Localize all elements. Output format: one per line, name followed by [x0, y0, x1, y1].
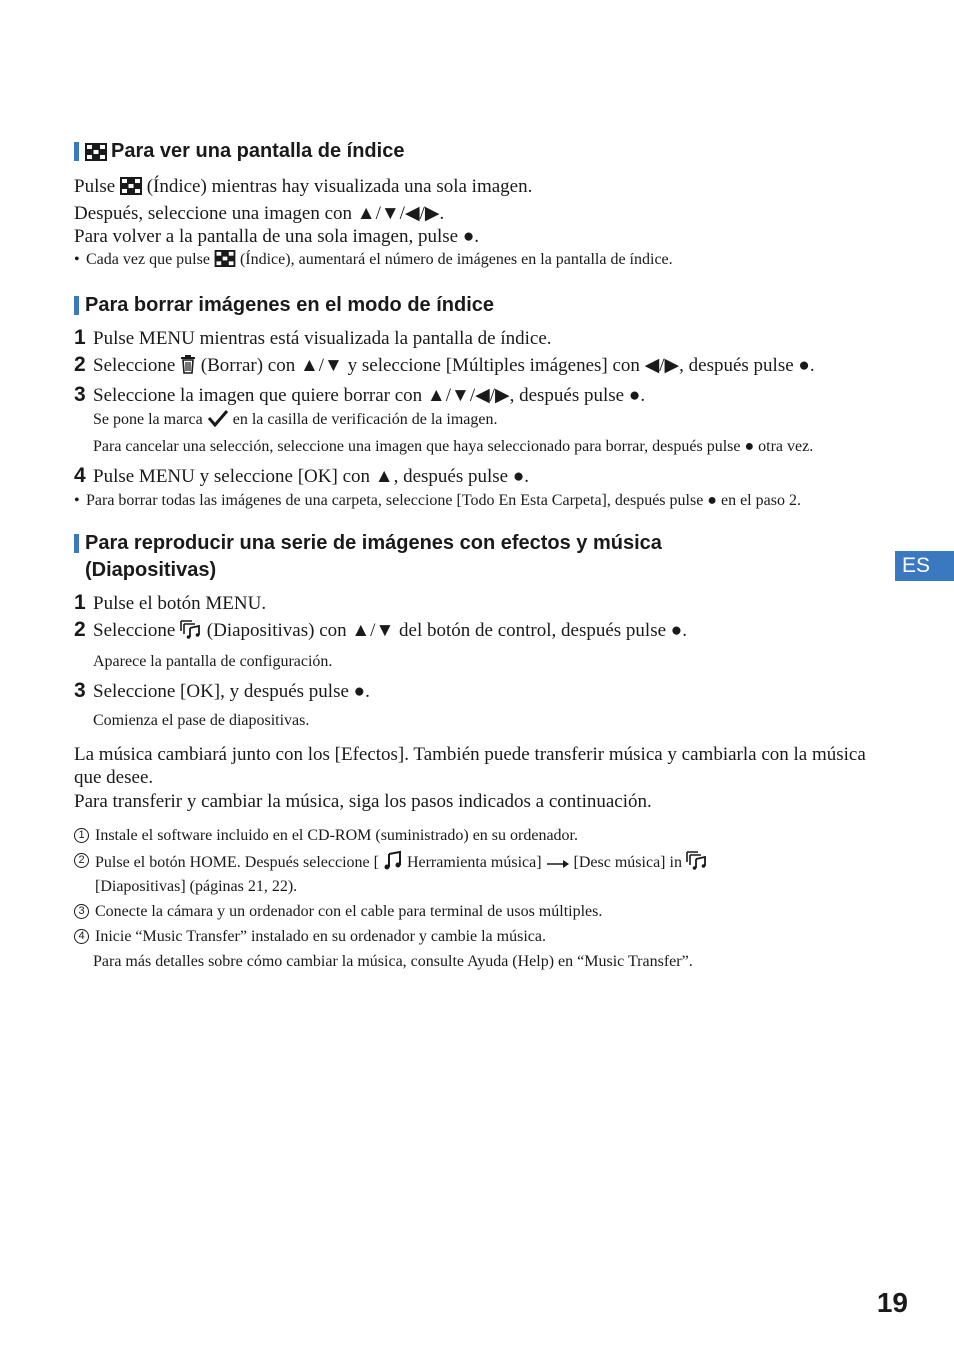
- bullet-note: • Para borrar todas las imágenes de una carpeta, seleccione [Todo En Esta Carpeta], después pulse ● en el paso 2.: [74, 491, 801, 509]
- section-heading-text: Para reproducir una serie de imágenes con efectos y música (Diapositivas): [85, 531, 662, 581]
- index-icon: [214, 250, 236, 274]
- step-note: Aparece la pantalla de configuración.: [93, 652, 333, 670]
- section-heading-slideshow: [74, 530, 874, 584]
- slideshow-icon: [180, 619, 202, 647]
- numbered-item: 1 Instale el software incluido en el CD-ROM (suministrado) en su ordenador.: [74, 825, 874, 846]
- paragraph: Después, seleccione una imagen con ▲/▼/◀/▶.: [74, 202, 445, 224]
- music-note-icon: [383, 850, 403, 876]
- step-item: 3 Seleccione la imagen que quiere borrar con ▲/▼/◀/▶, después pulse ●.: [74, 382, 646, 406]
- page-number: 19: [876, 1287, 908, 1318]
- step-item: 1 Pulse el botón MENU.: [74, 590, 267, 614]
- numbered-item: 4 Inicie “Music Transfer” instalado en su ordenador y cambie la música.: [74, 926, 874, 947]
- numbered-item: 2 Pulse el botón HOME. Después seleccione [ Herramienta música] [Desc música] in [Diapositivas] (páginas 21, 22).: [74, 850, 874, 897]
- step-item: 2 Seleccione (Diapositivas) con ▲/▼ del botón de control, después pulse ●.: [74, 617, 874, 647]
- paragraph: Para volver a la pantalla de una sola imagen, pulse ●.: [74, 226, 480, 247]
- language-tab: ES: [895, 551, 954, 581]
- section-heading-index: [74, 138, 874, 169]
- heading-accent-bar: [74, 534, 79, 553]
- step-note: Se pone la marca en la casilla de verificación de la imagen.: [74, 409, 874, 433]
- step-note: Para cancelar una selección, seleccione una imagen que haya seleccionado para borrar, después pulse ● otra vez.: [93, 437, 814, 455]
- heading-accent-bar: [74, 142, 79, 161]
- final-note: Para más detalles sobre cómo cambiar la música, consulte Ayuda (Help) en “Music Transfer”.: [93, 953, 693, 970]
- manual-page-content: [74, 138, 874, 972]
- arrow-right-icon: [546, 855, 570, 876]
- paragraph: Pulse (Índice) mientras hay visualizada una sola imagen.: [74, 175, 874, 202]
- slideshow-icon: [686, 850, 708, 876]
- paragraph: La música cambiará junto con los [Efectos]. También puede transferir música y cambiarla con la música que desee.: [74, 743, 866, 788]
- section-heading-text: Para ver una pantalla de índice: [111, 140, 405, 162]
- section-heading-text: Para borrar imágenes en el modo de índice: [85, 293, 495, 316]
- step-item: 1 Pulse MENU mientras está visualizada la pantalla de índice.: [74, 325, 552, 349]
- step-item: 4 Pulse MENU y seleccione [OK] con ▲, después pulse ●.: [74, 463, 530, 487]
- step-note: Comienza el pase de diapositivas.: [93, 711, 310, 729]
- trash-icon: [180, 354, 196, 382]
- step-item: 3 Seleccione [OK], y después pulse ●.: [74, 678, 370, 702]
- heading-accent-bar: [74, 296, 79, 315]
- section-heading-delete: [74, 292, 874, 319]
- step-item: 2 Seleccione (Borrar) con ▲/▼ y seleccione [Múltiples imágenes] con ◀/▶, después pulse ●.: [74, 352, 874, 382]
- index-icon: [85, 142, 107, 169]
- numbered-item: 3 Conecte la cámara y un ordenador con el cable para terminal de usos múltiples.: [74, 901, 874, 922]
- paragraph: Para transferir y cambiar la música, siga los pasos indicados a continuación.: [74, 790, 652, 812]
- checkmark-icon: [207, 409, 229, 433]
- bullet-note: • Cada vez que pulse (Índice), aumentará el número de imágenes en la pantalla de índice.: [74, 249, 874, 274]
- index-icon: [120, 177, 142, 202]
